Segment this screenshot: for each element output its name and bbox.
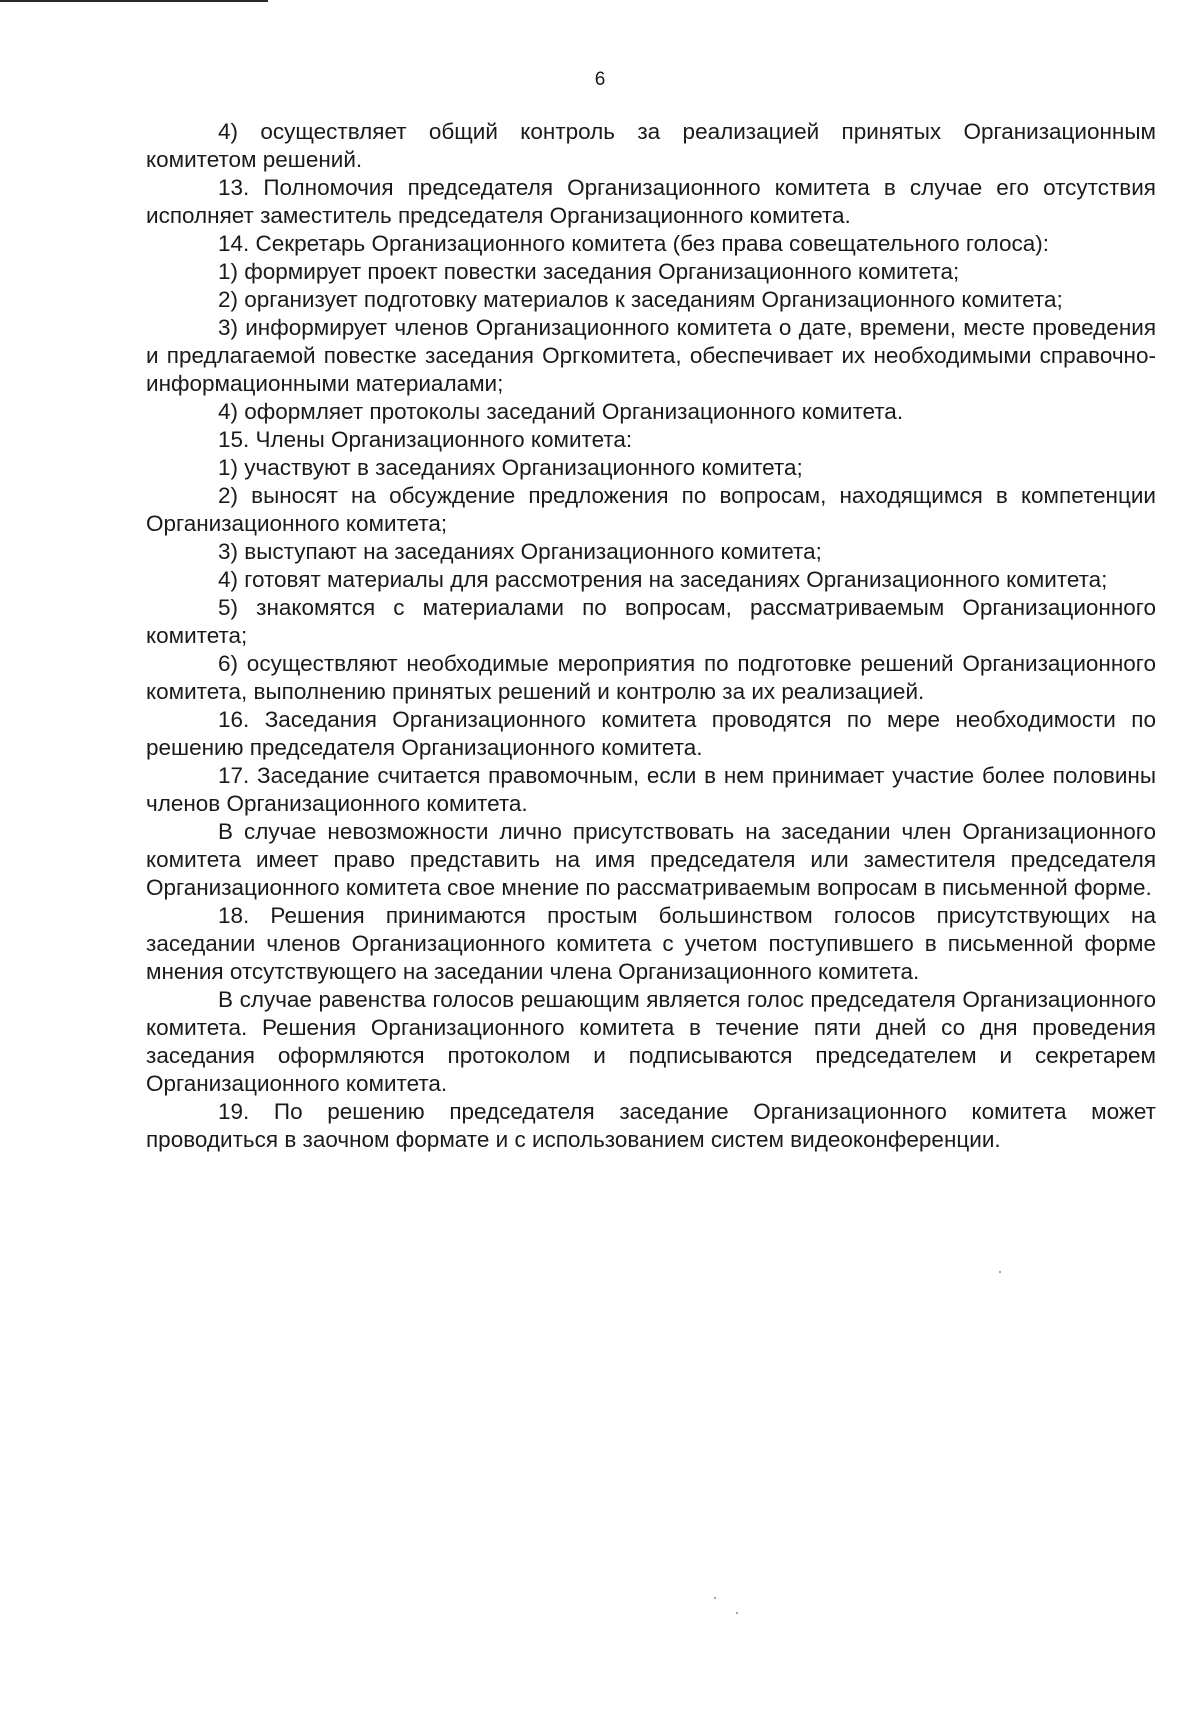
scan-speck (999, 1271, 1001, 1273)
paragraph-15-item-5: 5) знакомятся с материалами по вопросам, рассматриваемым Организационного комитета; (146, 595, 1156, 648)
paragraph-item-4-control: 4) осуществляет общий контроль за реализацией принятых Организационным комитетом решений. (146, 119, 1156, 172)
paragraph-13: 13. Полномочия председателя Организационного комитета в случае его отсутствия исполняет заместитель председателя Организационного комитета. (146, 175, 1156, 228)
paragraph-14-item-1: 1) формирует проект повестки заседания Организационного комитета; (218, 259, 960, 284)
paragraph-14: 14. Секретарь Организационного комитета (без права совещательного голоса): (218, 231, 1049, 256)
paragraph-15-item-1: 1) участвуют в заседаниях Организационного комитета; (218, 455, 803, 480)
paragraph-17: 17. Заседание считается правомочным, если в нем принимает участие более половины членов Организационного комитета. (146, 763, 1156, 816)
paragraph-15: 15. Члены Организационного комитета: (218, 427, 633, 452)
paragraph-14-item-4: 4) оформляет протоколы заседаний Организационного комитета. (218, 399, 904, 424)
paragraph-17-absence: В случае невозможности лично присутствовать на заседании член Организационного комитета имеет право представить на имя председателя или заместителя председателя Организационного комитета свое мнение по рассматриваемым вопросам в письменной форме. (146, 819, 1156, 900)
paragraph-15-item-4: 4) готовят материалы для рассмотрения на заседаниях Организационного комитета; (218, 567, 1108, 592)
scan-edge-line (0, 0, 268, 2)
paragraph-15-item-6: 6) осуществляют необходимые мероприятия по подготовке решений Организационного комитета, выполнению принятых решений и контролю за их реализацией. (146, 651, 1156, 704)
page-number: 6 (594, 69, 606, 90)
scan-speck (736, 1612, 738, 1614)
document-body (146, 118, 1156, 1154)
paragraph-15-item-3: 3) выступают на заседаниях Организационного комитета; (218, 539, 822, 564)
paragraph-15-item-2: 2) выносят на обсуждение предложения по вопросам, находящимся в компетенции Организационного комитета; (146, 483, 1156, 536)
paragraph-14-item-2: 2) организует подготовку материалов к заседаниям Организационного комитета; (218, 287, 1063, 312)
paragraph-18-tie: В случае равенства голосов решающим является голос председателя Организационного комитета. Решения Организационного комитета в течение пяти дней со дня проведения заседания оформляются протоколом и подписываются председателем и секретарем Организационного комитета. (146, 987, 1156, 1096)
scan-speck (714, 1597, 716, 1599)
paragraph-14-item-3: 3) информирует членов Организационного комитета о дате, времени, месте проведения и предлагаемой повестке заседания Оргкомитета, обеспечивает их необходимыми справочно-информационными материалами; (146, 315, 1156, 396)
paragraph-16: 16. Заседания Организационного комитета проводятся по мере необходимости по решению председателя Организационного комитета. (146, 707, 1156, 760)
paragraph-18: 18. Решения принимаются простым большинством голосов присутствующих на заседании членов Организационного комитета с учетом поступившего в письменной форме мнения отсутствующего на заседании члена Организационного комитета. (146, 903, 1156, 984)
paragraph-19: 19. По решению председателя заседание Организационного комитета может проводиться в заочном формате и с использованием систем видеоконференции. (146, 1099, 1156, 1152)
